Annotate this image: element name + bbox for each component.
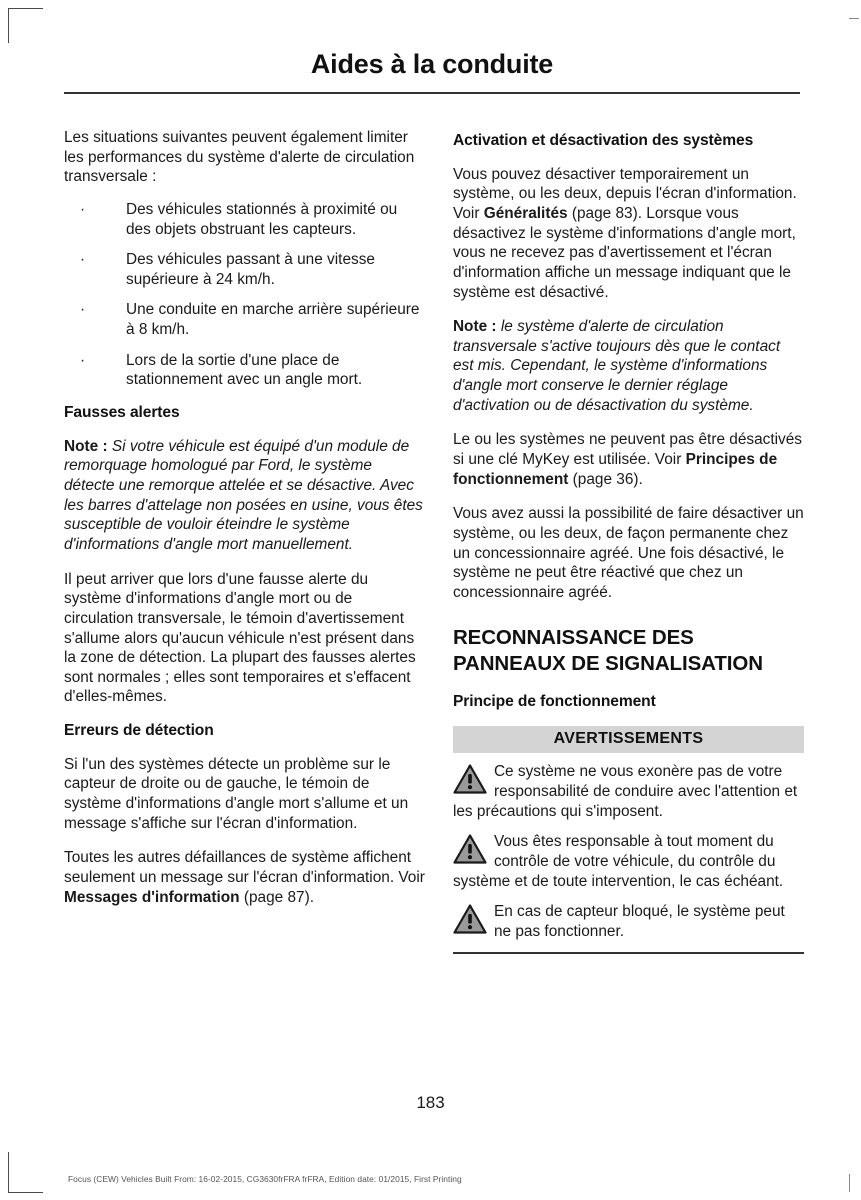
warnings-box [453, 726, 804, 954]
warning-text: En cas de capteur bloqué, le système peut ne pas fonctionner. [493, 902, 785, 940]
intro-paragraph: Les situations suivantes peuvent également limiter les performances du système d'alerte de circulation transversale : [64, 129, 415, 186]
mykey-text-after: (page 36). [568, 470, 643, 488]
heading-erreurs-de-detection: Erreurs de détection [64, 722, 214, 740]
header-divider [64, 92, 800, 94]
list-item [64, 300, 425, 339]
right-column [453, 128, 804, 954]
list-item-label: Des véhicules passant à une vitesse supérieure à 24 km/h. [126, 251, 375, 288]
warnings-bottom-divider [453, 952, 804, 954]
heading-principe-de-fonctionnement: Principe de fonctionnement [452, 692, 656, 710]
detection-paragraph-1: Si l'un des systèmes détecte un problème sur le capteur de droite ou de gauche, le témoin de système d'informations d'angle mort s'allume et un message s'affiche sur l'écran d'information. [64, 755, 409, 832]
page-number: 183 [416, 1093, 445, 1112]
limitation-bullet-list [64, 200, 425, 390]
crop-mark-right-bottom [849, 1174, 850, 1192]
note-text: Si votre véhicule est équipé d'un module de remorquage homologué par Ford, le système détecte une remorque attelée et se désactive. Avec les barres d'attelage non posées en usine, vous êtes susceptible de vouloir éteindre le système d'informations d'angle mort manuellement. [64, 437, 423, 553]
note-label: Note : [452, 318, 497, 336]
warning-item [453, 762, 804, 822]
warning-triangle-icon [453, 904, 487, 934]
cross-reference-principes-de-fonctionnement[interactable]: Principes de fonctionnement [452, 451, 778, 488]
bullet-dot-icon: · [80, 200, 86, 218]
list-item-label: Une conduite en marche arrière supérieure à 8 km/h. [126, 301, 420, 339]
activation-text-after: (page 83). Lorsque vous désactivez le système d'informations d'angle mort, vous ne recevez pas d'avertissement et l'écran d'information affiche un message indiquant que le système est désactivé. [452, 204, 796, 301]
dealer-paragraph: Vous avez aussi la possibilité de faire désactiver un système, ou les deux, de façon permanente chez un concessionnaire agréé. Une fois désactivé, le système ne peut être réactivé que chez un concessionnaire agréé. [452, 505, 804, 601]
heading-fausses-alertes: Fausses alertes [64, 404, 180, 422]
false-alert-paragraph: Il peut arriver que lors d'une fausse alerte du système d'informations d'angle mort ou de circulation transversale, le témoin d'avertissement s'allume alors qu'aucun véhicule n'est présent dans la zone de détection. La plupart des fausses alertes sont normales ; elles sont temporaires et s'effacent d'elles-mêmes. [64, 570, 416, 706]
section-heading-reconnaissance-panneaux: RECONNAISSANCE DES PANNEAUX DE SIGNALISATION [452, 625, 763, 675]
warning-item [453, 902, 804, 942]
list-item [64, 351, 425, 390]
heading-activation-desactivation: Activation et désactivation des systèmes [452, 132, 754, 149]
page-body [64, 128, 804, 954]
bullet-dot-icon: · [80, 301, 86, 319]
crop-mark-bottom-left [8, 1152, 43, 1193]
left-column [64, 128, 425, 954]
cross-reference-messages-information[interactable]: Messages d'information [64, 888, 240, 906]
note-label: Note : [64, 437, 108, 455]
note-false-alerts [64, 437, 425, 555]
page-title: Aides à la conduite [310, 49, 554, 79]
bullet-dot-icon: · [80, 251, 86, 269]
list-item-label: Lors de la sortie d'une place de stationnement avec un angle mort. [126, 351, 363, 389]
warning-triangle-icon [453, 764, 487, 794]
detection-paragraph-2-text-before: Toutes les autres défaillances de système affichent seulement un message sur l'écran d'information. Voir [64, 849, 425, 886]
warning-triangle-icon [453, 834, 487, 864]
crop-mark-top-left [8, 8, 43, 43]
activation-text-before: Vous pouvez désactiver temporairement un système, ou les deux, depuis l'écran d'information. Voir [452, 165, 797, 222]
footer-imprint: Focus (CEW) Vehicles Built From: 16-02-2015, CG3630frFRA frFRA, Edition date: 01/2015, First Printing [68, 1174, 462, 1184]
cross-reference-generalites[interactable]: Généralités [483, 204, 568, 222]
activation-paragraph [453, 165, 804, 302]
detection-paragraph-2-text-after: (page 87). [239, 888, 314, 906]
list-item [64, 200, 425, 239]
list-item-label: Des véhicules stationnés à proximité ou des objets obstruant les capteurs. [126, 200, 398, 238]
mykey-paragraph [453, 430, 804, 489]
warning-item [453, 832, 804, 892]
detection-paragraph-2 [64, 848, 425, 907]
warnings-title: AVERTISSEMENTS [453, 726, 804, 753]
list-item [64, 250, 425, 289]
warning-text: Vous êtes responsable à tout moment du contrôle de votre véhicule, du contrôle du système et de toute intervention, le cas échéant. [452, 832, 784, 890]
page-header [64, 48, 800, 94]
bullet-dot-icon: · [80, 351, 86, 369]
note-text: le système d'alerte de circulation transversale s'active toujours dès que le contact est mis. Cependant, le système d'informations d'angle mort conserve le dernier réglage d'activation ou de désactivation du système. [452, 318, 781, 414]
warning-text: Ce système ne vous exonère pas de votre responsabilité de conduire avec l'attention et les précautions qui s'imposent. [452, 762, 798, 820]
crop-mark-right-top [849, 18, 859, 19]
mykey-text-before: Le ou les systèmes ne peuvent pas être désactivés si une clé MyKey est utilisée. Voir [452, 431, 802, 469]
note-activation [453, 317, 804, 415]
